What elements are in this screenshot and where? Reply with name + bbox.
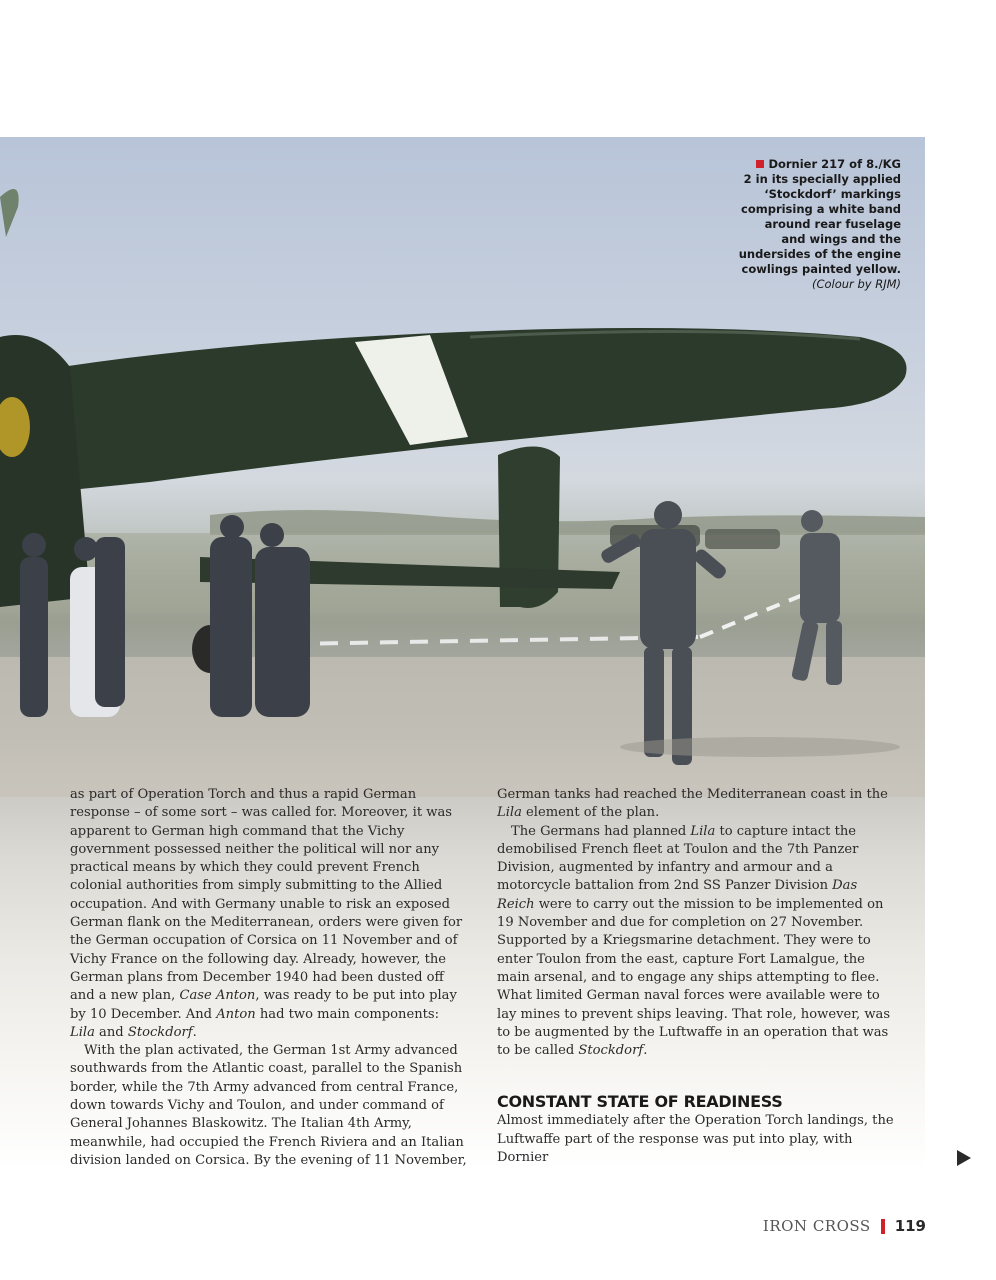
folio-divider xyxy=(881,1219,885,1234)
text-run: to capture intact the demobilised French fleet at Toulon and the 7th Panzer Division, augmented by infantry and armour and a motorcycle battalion from 2nd SS Panzer Division xyxy=(497,823,859,894)
text-run: as part of Operation Torch and thus a rapid German response – of some sort – was called for. Moreover, it was apparent to German high command that the Vichy government possessed neither the political will nor any practical means by which they could prevent French colonial authorities from simply submitting to the Allied occupation. And with Germany unable to risk an exposed German flank on the Mediterranean, orders were given for the German occupation of Corsica on 11 November and of Vichy France on the following day. Already, however, the German plans from December 1940 had been dusted off and a new plan, xyxy=(70,787,463,1004)
text-italic: Lila xyxy=(497,805,522,821)
article-column-right xyxy=(497,786,897,1167)
caption-text: Dornier 217 of 8./KG 2 in its specially applied ‘Stockdorf’ markings comprising a white band around rear fuselage and wings and the undersides of the engine cowlings painted yellow. xyxy=(738,157,901,276)
propeller xyxy=(0,189,19,237)
page-folio xyxy=(763,1216,926,1236)
text-run: German tanks had reached the Mediterranean coast in the xyxy=(497,787,888,802)
distant-truck-2 xyxy=(705,529,780,549)
text-run: . xyxy=(643,1043,648,1059)
paragraph: Almost immediately after the Operation Torch landings, the Luftwaffe part of the response was put into play, with Dornier xyxy=(497,1113,894,1166)
article-column-left xyxy=(70,786,468,1170)
text-italic: Lila xyxy=(70,1024,95,1040)
text-italic: Stockdorf xyxy=(127,1024,193,1040)
text-run: The Germans had planned xyxy=(511,823,691,839)
crew-shadow xyxy=(620,737,900,757)
section-heading: CONSTANT STATE OF READINESS xyxy=(497,1092,783,1112)
continue-arrow-icon xyxy=(957,1150,971,1166)
text-run: were to carry out the mission to be implemented on 19 November and due for completion on 27 November. Supported by a Kriegsmarine detachment. They were to enter Toulon from the east, capture Fort Lamalgue, the main arsenal, and to engage any ships attempting to flee. What limited German naval forces were available were to lay mines to prevent ships leaving. That role, however, was to be augmented by the Luftwaffe in an operation that was to be called xyxy=(497,896,891,1059)
text-run: . xyxy=(192,1024,197,1040)
text-run: and xyxy=(94,1024,128,1040)
runway xyxy=(0,657,925,797)
page-number: 119 xyxy=(894,1217,926,1235)
text-italic: Das Reich xyxy=(497,878,858,912)
paragraph: With the plan activated, the German 1st Army advanced southwards from the Atlantic coast, parallel to the Spanish border, while the 7th Army advanced from central France, down towards Vichy and Toulon, and under command of General Johannes Blaskowitz. The Italian 4th Army, meanwhile, had occupied the French Riviera and an Italian division landed on Corsica. By the evening of 11 November, xyxy=(70,1043,467,1168)
caption-marker xyxy=(756,160,764,168)
photo-caption xyxy=(726,157,901,292)
text-run: element of the plan. xyxy=(521,805,660,821)
text-italic: Case Anton xyxy=(179,988,256,1004)
text-italic: Lila xyxy=(690,823,716,839)
text-italic: Anton xyxy=(216,1006,256,1022)
paragraph xyxy=(70,786,468,1042)
caption-credit: (Colour by RJM) xyxy=(811,277,901,291)
text-run: had two main components: xyxy=(255,1006,440,1022)
text-run: , was ready to be put into play by 10 December. And xyxy=(70,988,457,1022)
text-italic: Stockdorf xyxy=(578,1043,644,1059)
paragraph xyxy=(497,786,897,823)
paragraph xyxy=(497,823,897,1061)
magazine-name: IRON CROSS xyxy=(762,1217,871,1235)
